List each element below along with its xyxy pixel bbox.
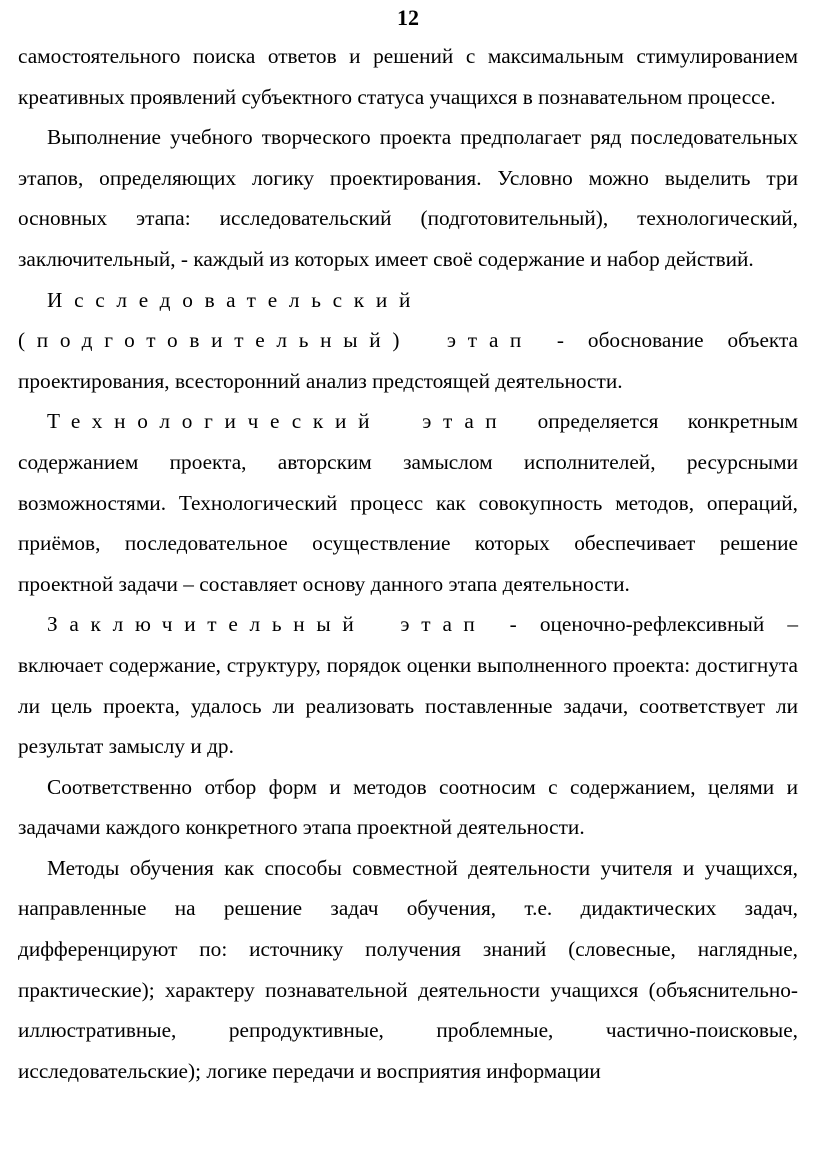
paragraph-text: самостоятельного поиска ответов и решений с максимальным стимулированием креативных проявлений субъектного статуса учащихся в познавательном процессе. xyxy=(18,44,798,109)
paragraph-text: Соответственно отбор форм и методов соотносим с содержанием, целями и задачами каждого конкретного этапа проектной деятельности. xyxy=(18,774,798,840)
paragraph-teaching-methods xyxy=(18,848,798,1092)
paragraph-text: Методы обучения как способы совместной деятельности учителя и учащихся, направленные на решение задач обучения, т.е. дидактических задач, дифференцируют по: источнику получения знаний (словесные, наглядные, практические); характеру познавательной деятельности учащихся (объяснительно-иллюстративные, репродуктивные, проблемные, частично-поисковые, исследовательские); логике передачи и восприятия информации xyxy=(18,855,798,1083)
term-final-stage: Заключительный этап xyxy=(47,612,487,637)
term-research-stage: Исследовательский (подготовительный) этап xyxy=(18,287,533,353)
paragraph-research-stage xyxy=(18,280,798,402)
paragraph-text: Выполнение учебного творческого проекта предполагает ряд последовательных этапов, определяющих логику проектирования. Условно можно выделить три основных этапа: исследовательский (подготовительный), технологический, заключительный, - каждый из которых имеет своё содержание и набор действий. xyxy=(18,125,798,271)
paragraph-project-stages xyxy=(18,117,798,279)
paragraph-final-stage xyxy=(18,604,798,766)
document-body xyxy=(18,36,798,1091)
paragraph-continuation xyxy=(18,36,798,117)
paragraph-text: - обоснование объекта проектирования, всесторонний анализ предстоящей деятельности. xyxy=(18,328,798,393)
paragraph-text: определяется конкретным содержанием проекта, авторским замыслом исполнителей, ресурсными возможностями. Технологический процесс как совокупность методов, операций, приёмов, последовательное осуществление которых обеспечивает решение проектной задачи – составляет основу данного этапа деятельности. xyxy=(18,409,798,596)
paragraph-text: - оценочно-рефлексивный – включает содержание, структуру, порядок оценки выполненного проекта: достигнута ли цель проекта, удалось ли реализовать поставленные задачи, соответствует ли результат замыслу и др. xyxy=(18,612,798,759)
term-technological-stage: Технологический этап xyxy=(47,409,509,434)
paragraph-forms-methods xyxy=(18,767,798,848)
page-number: 12 xyxy=(397,5,419,30)
paragraph-technological-stage xyxy=(18,401,798,604)
